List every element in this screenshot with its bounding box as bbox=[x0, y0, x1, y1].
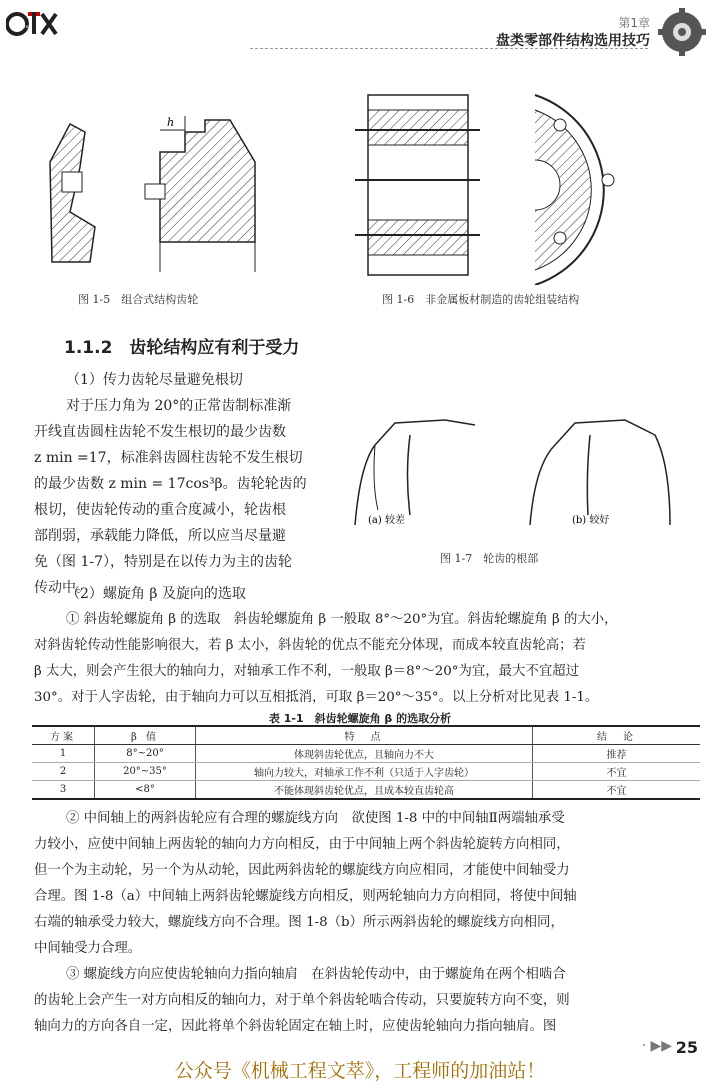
figure-1-6-caption: 图 1-6 非金属板材制造的齿轮组装结构 bbox=[382, 293, 580, 306]
paragraph-1-line: 传动中。 bbox=[34, 580, 90, 596]
paragraph-3-line: 但一个为主动轮，另一个为从动轮，因此两斜齿轮的螺旋线方向应相同，才能使中间轴受力 bbox=[34, 863, 570, 878]
table-cell: 8°~20° bbox=[95, 745, 196, 763]
gear-icon bbox=[658, 8, 706, 56]
table-cell: 不宜 bbox=[533, 781, 701, 800]
paragraph-3-line: ② 中间轴上的两斜齿轮应有合理的螺旋线方向 欲使图 1-8 中的中间轴Ⅱ两端轴承受 bbox=[66, 811, 565, 826]
table-cell: 1 bbox=[32, 745, 95, 763]
dimension-h-label: h bbox=[167, 116, 175, 129]
table-cell: 20°~35° bbox=[95, 763, 196, 781]
table-row bbox=[32, 763, 700, 781]
table-cell: 推荐 bbox=[533, 745, 701, 763]
footer-banner: 公众号《机械工程文萃》，工程师的加油站！ bbox=[174, 1060, 546, 1082]
paragraph-2-line: 对斜齿轮传动性能影响很大，若 β 太小，斜齿轮的优点不能充分体现，而成本较直齿轮高；若 bbox=[34, 638, 586, 653]
table-row bbox=[32, 745, 700, 763]
paragraph-1-line: 免（图 1-7），特别是在以传力为主的齿轮 bbox=[34, 554, 292, 570]
paragraph-3-line: 合理。图 1-8（a）中间轴上两斜齿轮螺旋线方向相反，则两轮轴向力方向相同，将使中间轴 bbox=[34, 889, 577, 904]
figure-1-7-label-b: (b) 较好 bbox=[572, 515, 610, 526]
chapter-title: 盘类零部件结构选用技巧 bbox=[496, 33, 650, 49]
table-cell: <8° bbox=[95, 781, 196, 800]
table-title: 表 1-1 斜齿轮螺旋角 β 的选取分析 bbox=[268, 712, 452, 725]
table-header-cell: β 值 bbox=[95, 726, 196, 745]
paragraph-1-line: 部削弱，承载能力降低，所以应当尽量避 bbox=[34, 528, 286, 544]
paragraph-4-line: 的齿轮上会产生一对方向相反的轴向力，对于单个斜齿轮啮合传动，只要旋转方向不变，则 bbox=[34, 993, 570, 1008]
svg-text:OTK: OTK bbox=[20, 24, 29, 29]
paragraph-1-line: z min =17，标准斜齿圆柱齿轮不发生根切 bbox=[34, 450, 303, 466]
table-header-cell: 结 论 bbox=[533, 726, 701, 745]
table-cell: 3 bbox=[32, 781, 95, 800]
table-header-cell: 方案 bbox=[32, 726, 95, 745]
table-cell: 体现斜齿轮优点，且轴向力不大 bbox=[196, 745, 533, 763]
paragraph-3-line: 力较小，应使中间轴上两齿轮的轴向力方向相反，由于中间轴上两个斜齿轮旋转方向相同， bbox=[34, 837, 570, 852]
paragraph-1-line: 开线直齿圆柱齿轮不发生根切的最少齿数 bbox=[34, 424, 286, 440]
table-cell: 不能体现斜齿轮优点，且成本较直齿轮高 bbox=[196, 781, 533, 800]
table-cell: 不宜 bbox=[533, 763, 701, 781]
publisher-logo bbox=[6, 8, 58, 38]
figure-1-7-label-a: (a) 较差 bbox=[368, 515, 405, 526]
paragraph-2-line: β 太大，则会产生很大的轴向力，对轴承工作不利，一般取 β＝8°～20°为宜，最大不宜超过 bbox=[34, 664, 580, 679]
figure-1-7-caption: 图 1-7 轮齿的根部 bbox=[440, 552, 539, 565]
paragraph-3-line: 右端的轴承受力较大，螺旋线方向不合理。图 1-8（b）所示两斜齿轮的螺旋线方向相同， bbox=[34, 915, 564, 930]
table-cell: 2 bbox=[32, 763, 95, 781]
table-1-1 bbox=[32, 725, 700, 800]
table-header-cell: 特 点 bbox=[196, 726, 533, 745]
paragraph-1-line: 的最少齿数 z min = 17cos³β。齿轮轮齿的 bbox=[34, 476, 307, 492]
paragraph-2-title: （2）螺旋角 β 及旋向的选取 bbox=[66, 586, 246, 602]
section-heading: 1.1.2 齿轮结构应有利于受力 bbox=[64, 338, 300, 358]
paragraph-1-title: （1）传力齿轮尽量避免根切 bbox=[66, 372, 243, 388]
table-cell: 轴向力较大，对轴承工作不利（只适于人字齿轮） bbox=[196, 763, 533, 781]
page-arrows: · ▶▶ bbox=[641, 1038, 672, 1054]
paragraph-4-line: 轴向力的方向各自一定，因此将单个斜齿轮固定在轴上时，应使齿轮轴向力指向轴肩。图 bbox=[34, 1019, 557, 1034]
figure-1-7-drawing bbox=[350, 405, 690, 530]
table-header-row bbox=[32, 726, 700, 745]
paragraph-3-line: 中间轴受力合理。 bbox=[34, 941, 142, 956]
paragraph-2-line: ① 斜齿轮螺旋角 β 的选取 斜齿轮螺旋角 β 一般取 8°～20°为宜。斜齿轮螺旋角 β 的大小， bbox=[66, 612, 618, 627]
figure-1-6-drawing bbox=[340, 80, 710, 285]
chapter-label: 第1章 bbox=[618, 16, 650, 30]
paragraph-4-line: ③ 螺旋线方向应使齿轮轴向力指向轴肩 在斜齿轮传动中，由于螺旋角在两个相啮合 bbox=[66, 967, 566, 982]
paragraph-1-line: 对于压力角为 20°的正常齿制标准渐 bbox=[66, 398, 292, 414]
table-row bbox=[32, 781, 700, 800]
paragraph-2-line: 30°。对于人字齿轮，由于轴向力可以互相抵消，可取 β＝20°～35°。以上分析对比见表 1-1。 bbox=[34, 690, 599, 705]
figure-1-5-drawing bbox=[40, 112, 270, 282]
header-divider bbox=[250, 48, 648, 49]
page-number: 25 bbox=[675, 1038, 698, 1057]
paragraph-1-line: 根切，使齿轮传动的重合度减小，轮齿根 bbox=[34, 502, 286, 518]
figure-1-5-caption: 图 1-5 组合式结构齿轮 bbox=[78, 293, 199, 306]
